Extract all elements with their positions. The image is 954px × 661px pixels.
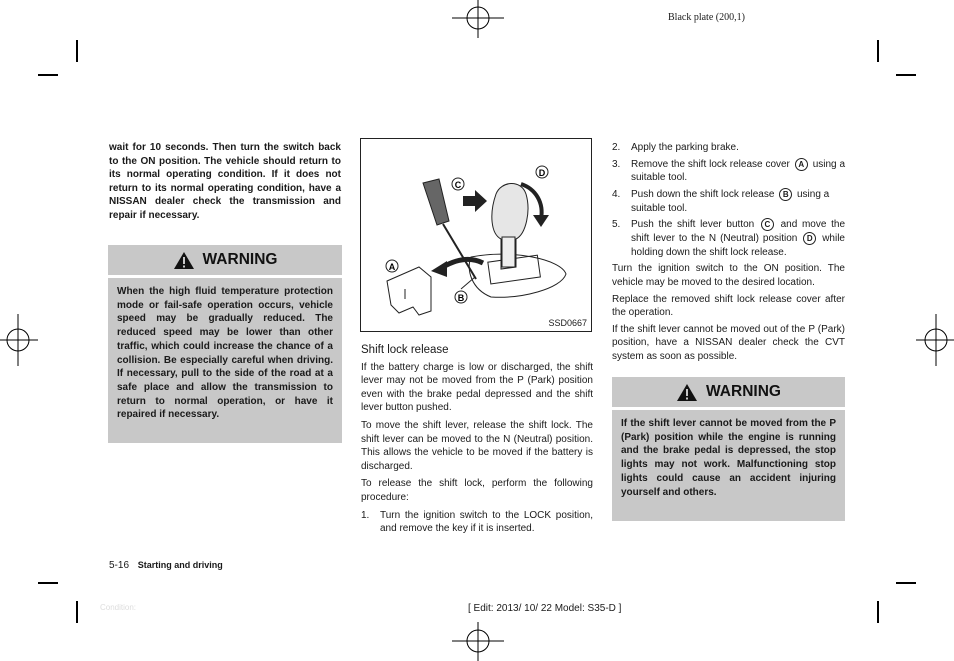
- page-footer: [109, 560, 223, 571]
- shift-lever-illustration: [361, 139, 591, 331]
- shift-lock-figure: [360, 138, 592, 332]
- list-item: 4. Push down the shift lock release B using a suitable tool.: [612, 188, 830, 214]
- label-b: [455, 291, 467, 303]
- warning-title-2: WARNING: [706, 383, 781, 400]
- svg-text:D: D: [538, 168, 546, 178]
- label-a-icon: A: [795, 158, 808, 171]
- registration-mark-right: [914, 310, 954, 370]
- label-b-icon: B: [779, 188, 792, 201]
- paragraph: Turn the ignition switch to the ON position. The vehicle may be moved to the desired location.: [612, 263, 845, 288]
- paragraph: To release the shift lock, perform the following procedure:: [361, 478, 593, 503]
- list-item: 1. Turn the ignition switch to the LOCK position, and remove the key if it is inserted.: [361, 509, 593, 535]
- warning-triangle-icon: [676, 383, 698, 402]
- svg-text:A: A: [388, 262, 396, 272]
- list-item: 5. Push the shift lever button C and move the shift lever to the N (Neutral) position D while holding down the shift lock release.: [612, 219, 846, 258]
- warning-header-2: [612, 377, 845, 407]
- list-item: 2. Apply the parking brake.: [612, 142, 739, 153]
- warning-body-2: If the shift lever cannot be moved from the P (Park) position while the engine is running and the brake pedal is depressed, the stop lights may not work. Malfunctioning stop lights could cause an accident injuring yourself and others.: [612, 410, 845, 521]
- condition-label: Condition:: [100, 603, 137, 612]
- registration-mark-top: [448, 0, 508, 40]
- intro-paragraph: wait for 10 seconds. Then turn the switch back to the ON position. The vehicle should return to its normal operating condition. If it does not return to its normal operating condition, have a NISSAN dealer check the transmission and repair if necessary.: [109, 142, 341, 221]
- paragraph: If the shift lever cannot be moved out of the P (Park) position, have a NISSAN dealer check the CVT system as soon as possible.: [612, 323, 845, 362]
- registration-mark-left: [0, 310, 40, 370]
- column-3: [612, 141, 845, 363]
- label-c-icon: C: [761, 218, 774, 231]
- registration-mark-bottom: [448, 622, 508, 661]
- label-a: [386, 260, 398, 272]
- paragraph: To move the shift lever, release the shift lock. The shift lever can be moved to the N (Neutral) position. This allows the vehicle to be moved if the battery is discharged.: [361, 419, 593, 472]
- figure-code: SSD0667: [548, 318, 587, 328]
- warning-body-1: When the high fluid temperature protection mode or fail-safe operation occurs, vehicle speed may be gradually reduced. The reduced speed may be lower than other traffic, which could increase the chance of a collision. Be especially careful when driving. If necessary, pull to the side of the road at a safe place and allow the transmission to return to normal operation, or have it repaired if necessary.: [108, 278, 342, 443]
- svg-text:C: C: [454, 180, 462, 190]
- section-heading: Shift lock release: [361, 344, 449, 356]
- list-item: 3. Remove the shift lock release cover A using a suitable tool.: [612, 158, 846, 184]
- warning-title-1: WARNING: [202, 251, 278, 268]
- svg-text:B: B: [457, 293, 465, 303]
- paragraph: If the battery charge is low or discharged, the shift lever may not be moved from the P (Park) position even with the brake pedal depressed and the shift lever button pushed.: [361, 361, 593, 414]
- page-number: 5-16: [109, 560, 130, 571]
- label-d-icon: D: [803, 232, 816, 245]
- edit-info: [ Edit: 2013/ 10/ 22 Model: S35-D ]: [468, 603, 622, 614]
- warning-triangle-icon: [173, 251, 195, 270]
- section-name: Starting and driving: [137, 560, 223, 570]
- plate-label: Black plate (200,1): [668, 12, 745, 23]
- column-2: [361, 344, 593, 536]
- label-d: [536, 166, 548, 178]
- paragraph: Replace the removed shift lock release cover after the operation.: [612, 293, 845, 319]
- warning-header-1: [108, 245, 342, 275]
- label-c: [452, 178, 464, 190]
